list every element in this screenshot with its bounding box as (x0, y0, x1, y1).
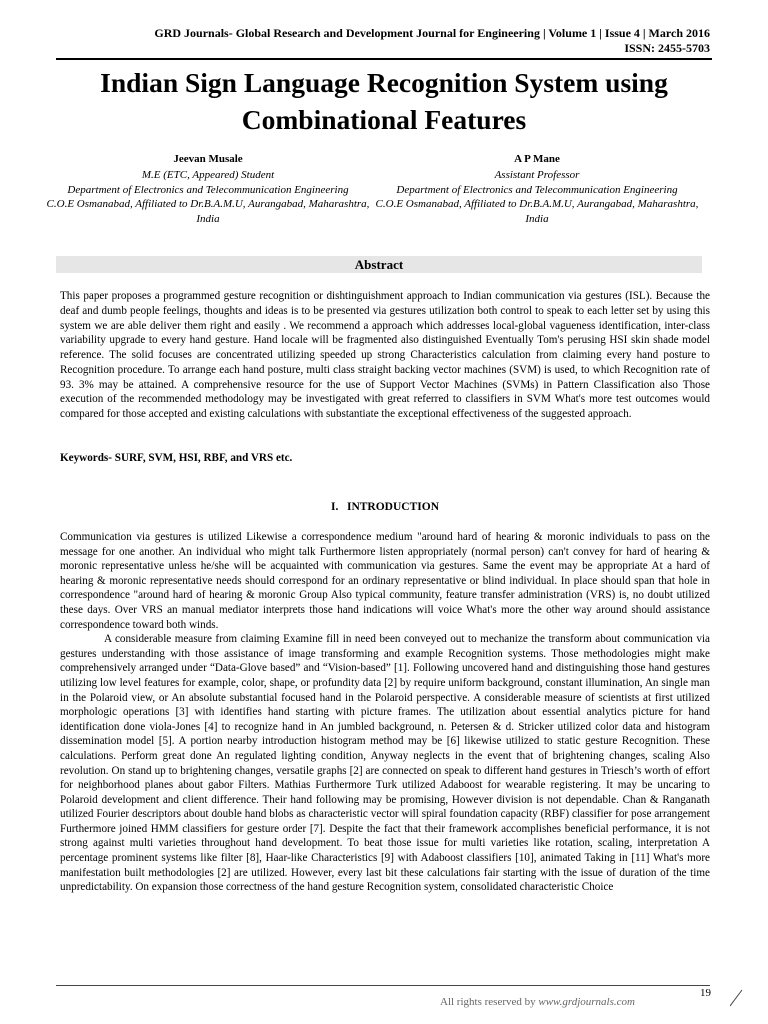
author-department: Department of Electronics and Telecommunication Engineering (396, 183, 678, 196)
introduction-body (60, 530, 710, 895)
abstract-text: This paper proposes a programmed gesture recognition or dishtinguishment approach to Indian communication via gestures (ISL). Because the deaf and dumb people feelings, thoughts and ideas is to be presented via gestures utilization both control to speak to each letter set by using this system we are able deliver them right and easily . We recommend a approach which addresses local-global vagueness identification, inter-class variability upgrade to every hand gesture. Hand locale will be fragmented also distinguished Eventually Tom's perusing HSI skin shade model reference. The solid focuses are concentrated utilizing speeded up strong Characteristics calculation from claiming every hand posture to Recognition procedure. To arrange each hand posture, multi class straight backing vector machines (SVM) is used, to which Recognition rate of 93. 3% may be attained. A comprehensive resource for the use of Support Vector Machines (SVMs) in Pattern Classification also Those execution of the recommended methodology may be investigated with great referred to classifiers in SVM What's more test outcomes would compared for those accepted and existing calculations with substantiate the exceptional effectiveness of the suggested approach. (60, 290, 710, 420)
author-name: Jeevan Musale (173, 153, 243, 165)
abstract-heading: Abstract (56, 256, 702, 273)
author-institution: C.O.E Osmanabad, Affiliated to Dr.B.A.M.U, Aurangabad, Maharashtra, India (375, 198, 699, 226)
author-role: Assistant Professor (494, 168, 580, 181)
keywords: Keywords- SURF, SVM, HSI, RBF, and VRS etc. (60, 452, 293, 464)
footer-divider (56, 985, 710, 986)
section-heading (60, 501, 710, 513)
section-number: I. (331, 501, 339, 513)
header-divider (56, 58, 712, 60)
journal-header: GRD Journals- Global Research and Development Journal for Engineering | Volume 1 | Issue 4 | March 2016 (154, 26, 710, 40)
intro-paragraph-1: Communication via gestures is utilized Likewise a correspondence medium "around hard of hearing & moronic individuals to pass on the message for one another. An individual who might talk Furthermore listen appropriately (normal person) can't convey for hard of hearing & moronic representative unless he/she will be acquainted with communication via gestures. Same the event may be appropriate At a hard of hearing & moronic representative needs should correspond for an ordinary representative or blind individual. In place should span that hole in correspondence "around hard of hearing & moronic Group Also typical community, feature transfer administration (VRS) is, no doubt utilized these days. Over VRS an manual mediator interprets those hand indications will voice What's more the other way around should assistance correspondence toward both winds. (60, 531, 710, 631)
author-institution: C.O.E Osmanabad, Affiliated to Dr.B.A.M.U, Aurangabad, Maharashtra, India (46, 198, 370, 226)
section-title: INTRODUCTION (346, 501, 439, 513)
author-department: Department of Electronics and Telecommunication Engineering (67, 183, 349, 196)
rights-text: All rights reserved by (440, 996, 539, 1008)
page-number: 19 (700, 987, 711, 999)
author-block-2 (367, 152, 707, 227)
title-line-2: Combinational Features (241, 104, 527, 135)
author-role: M.E (ETC, Appeared) Student (141, 168, 275, 181)
author-block-1 (38, 152, 378, 227)
issn-label: ISSN: 2455-5703 (624, 41, 710, 55)
paper-title (40, 64, 728, 138)
title-line-1: Indian Sign Language Recognition System using (100, 67, 668, 98)
author-name: A P Mane (514, 153, 560, 165)
rights-url-link[interactable]: www.grdjournals.com (538, 996, 635, 1008)
corner-mark-icon (730, 988, 768, 1008)
footer-rights (440, 996, 635, 1008)
intro-paragraph-2: A considerable measure from claiming Examine fill in need been conveyed out to mechanize the transform about communication via gestures understanding with those assistance of image transforming and example Recognition systems. Those methodologies might make comprehensively arranged under “Data-Glove based” and “Vision-based” [1]. Following uncovered hand and distinguishing those hand gestures utilizing low level features for example, color, shape, or profundity data [2] by require uniform background, constant illumination, An single man in the Polaroid view, or An absolute substantial focused hand in the Polaroid perspective. A considerable measure of scientists at first utilized morphologic operations [3] with identifies hand starting with picture frames. The utilization about essential analytics picture for hand identification done viola-Jones [4] to recognize hand in An jumbled background, n. Petersen & d. Stricker utilized color data and histogram dissemination model [5]. A portion nearby introduction histogram method may be [6] likewise utilized to static gesture Recognition. These calculations. Perform great done An regulated lighting condition, Anyway neglects in the event that of brightening changes, scaling Also revolution. On stand up to brightening changes, versatile graphs [2] are connected on speak to different hand gestures in Triesch’s worth of effort for neighborhood planes about gabor Filters. Mathias Furthermore Turk utilized Adaboost for wearable registering. It may be uncaring to Polaroid development and client difference. Their hand following may be promising, However division is not dependable. Chan & Ranganath utilized Fourier descriptors about double hand blobs as characteristic vector will spiral foundation capacity (RBF) classifier for pose arrangement Furthermore joined HMM classifiers for gesture order [7]. Despite the fact that their framework accomplishes beneficial performance, it is not strong against multi varieties throughout hand development. To beat those issue for multi varieties like rotation, scaling, interpretation A percentage prominent systems like filter [8], Haar-like Characteristics [9] with Adaboost classifiers [10], animated Taking in [11] What's more manifestation built methodologies [2] are utilized. However, every last bit these calculations fair starting with the issue of duration of the time unpredictability. On expansion those correctness of the hand gesture Recognition system, consolidated characteristic Choice (60, 633, 710, 894)
